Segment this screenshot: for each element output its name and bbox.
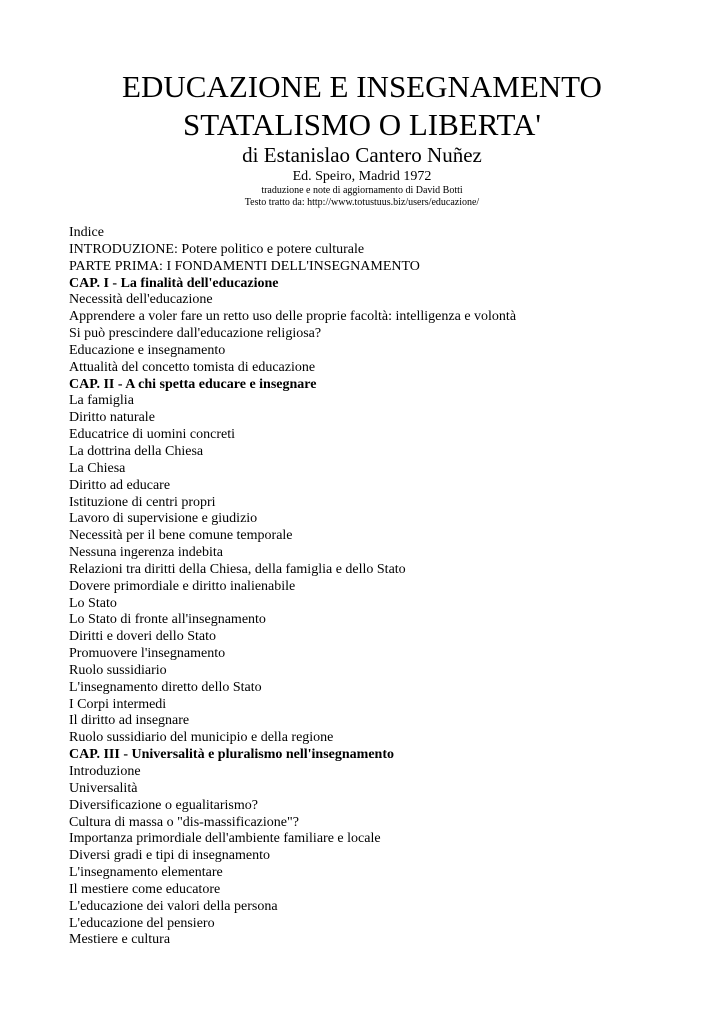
- toc-entry: Educazione e insegnamento: [69, 342, 226, 358]
- source-note: Testo tratto da: http://www.totustuus.biz/users/educazione/: [244, 197, 480, 208]
- translation-note: traduzione e note di aggiornamento di David Botti: [261, 185, 463, 196]
- toc-entry: Indice: [69, 225, 104, 240]
- toc-entry: L'educazione dei valori della persona: [69, 898, 278, 914]
- toc-entry: Lo Stato: [69, 595, 117, 611]
- toc-entry: La Chiesa: [69, 460, 126, 476]
- toc-chapter-heading: CAP. II - A chi spetta educare e insegnare: [69, 376, 317, 392]
- toc-entry: Educatrice di uomini concreti: [69, 427, 235, 443]
- toc-entry: Ruolo sussidiario del municipio e della regione: [69, 730, 334, 746]
- toc-entry: Lavoro di supervisione e giudizio: [69, 511, 258, 527]
- toc-entry: Si può prescindere dall'educazione religiosa?: [69, 326, 322, 342]
- title-line-1: EDUCAZIONE E INSEGNAMENTO: [122, 69, 602, 104]
- toc-entry: Diritti e doveri dello Stato: [69, 629, 216, 645]
- author-line: di Estanislao Cantero Nuñez: [242, 143, 482, 167]
- toc-entry: PARTE PRIMA: I FONDAMENTI DELL'INSEGNAMENTO: [69, 258, 420, 274]
- toc-entry: La dottrina della Chiesa: [69, 443, 204, 459]
- toc-entry: Dovere primordiale e diritto inalienabile: [69, 578, 296, 594]
- toc-entry: L'insegnamento diretto dello Stato: [69, 679, 262, 695]
- toc-entry: Ruolo sussidiario: [69, 662, 167, 678]
- toc-entry: Nessuna ingerenza indebita: [69, 545, 223, 561]
- table-of-contents: [69, 225, 689, 949]
- toc-entry: INTRODUZIONE: Potere politico e potere culturale: [69, 241, 365, 257]
- toc-entry: Attualità del concetto tomista di educazione: [69, 359, 316, 375]
- toc-entry: Promuovere l'insegnamento: [69, 646, 226, 662]
- toc-entry: La famiglia: [69, 393, 134, 409]
- toc-entry: Diversificazione o egualitarismo?: [69, 797, 258, 813]
- toc-entry: Mestiere e cultura: [69, 932, 171, 948]
- toc-entry: Diversi gradi e tipi di insegnamento: [69, 848, 271, 864]
- toc-entry: Lo Stato di fronte all'insegnamento: [69, 612, 266, 628]
- toc-entry: Il mestiere come educatore: [69, 881, 221, 897]
- toc-chapter-heading: CAP. III - Universalità e pluralismo nell'insegnamento: [69, 747, 394, 763]
- toc-entry: Importanza primordiale dell'ambiente familiare e locale: [69, 831, 381, 847]
- toc-entry: Universalità: [69, 780, 138, 796]
- toc-entry: I Corpi intermedi: [69, 696, 167, 712]
- toc-entry: Relazioni tra diritti della Chiesa, della famiglia e dello Stato: [69, 561, 406, 577]
- toc-entry: Apprendere a voler fare un retto uso delle proprie facoltà: intelligenza e volontà: [69, 309, 517, 325]
- toc-entry: Istituzione di centri propri: [69, 494, 216, 510]
- edition-line: Ed. Speiro, Madrid 1972: [292, 169, 432, 184]
- toc-entry: Il diritto ad insegnare: [69, 713, 190, 729]
- toc-entry: Necessità per il bene comune temporale: [69, 528, 293, 544]
- toc-entry: Cultura di massa o "dis-massificazione"?: [69, 814, 299, 830]
- toc-entry: Introduzione: [69, 764, 141, 779]
- toc-entry: Diritto ad educare: [69, 477, 171, 493]
- document-header: [0, 70, 724, 209]
- toc-entry: Necessità dell'educazione: [69, 292, 213, 308]
- toc-entry: Diritto naturale: [69, 410, 155, 426]
- toc-entry: L'insegnamento elementare: [69, 865, 223, 881]
- title-line-2: STATALISMO O LIBERTA': [183, 107, 541, 142]
- toc-entry: L'educazione del pensiero: [69, 915, 215, 931]
- toc-chapter-heading: CAP. I - La finalità dell'educazione: [69, 275, 279, 291]
